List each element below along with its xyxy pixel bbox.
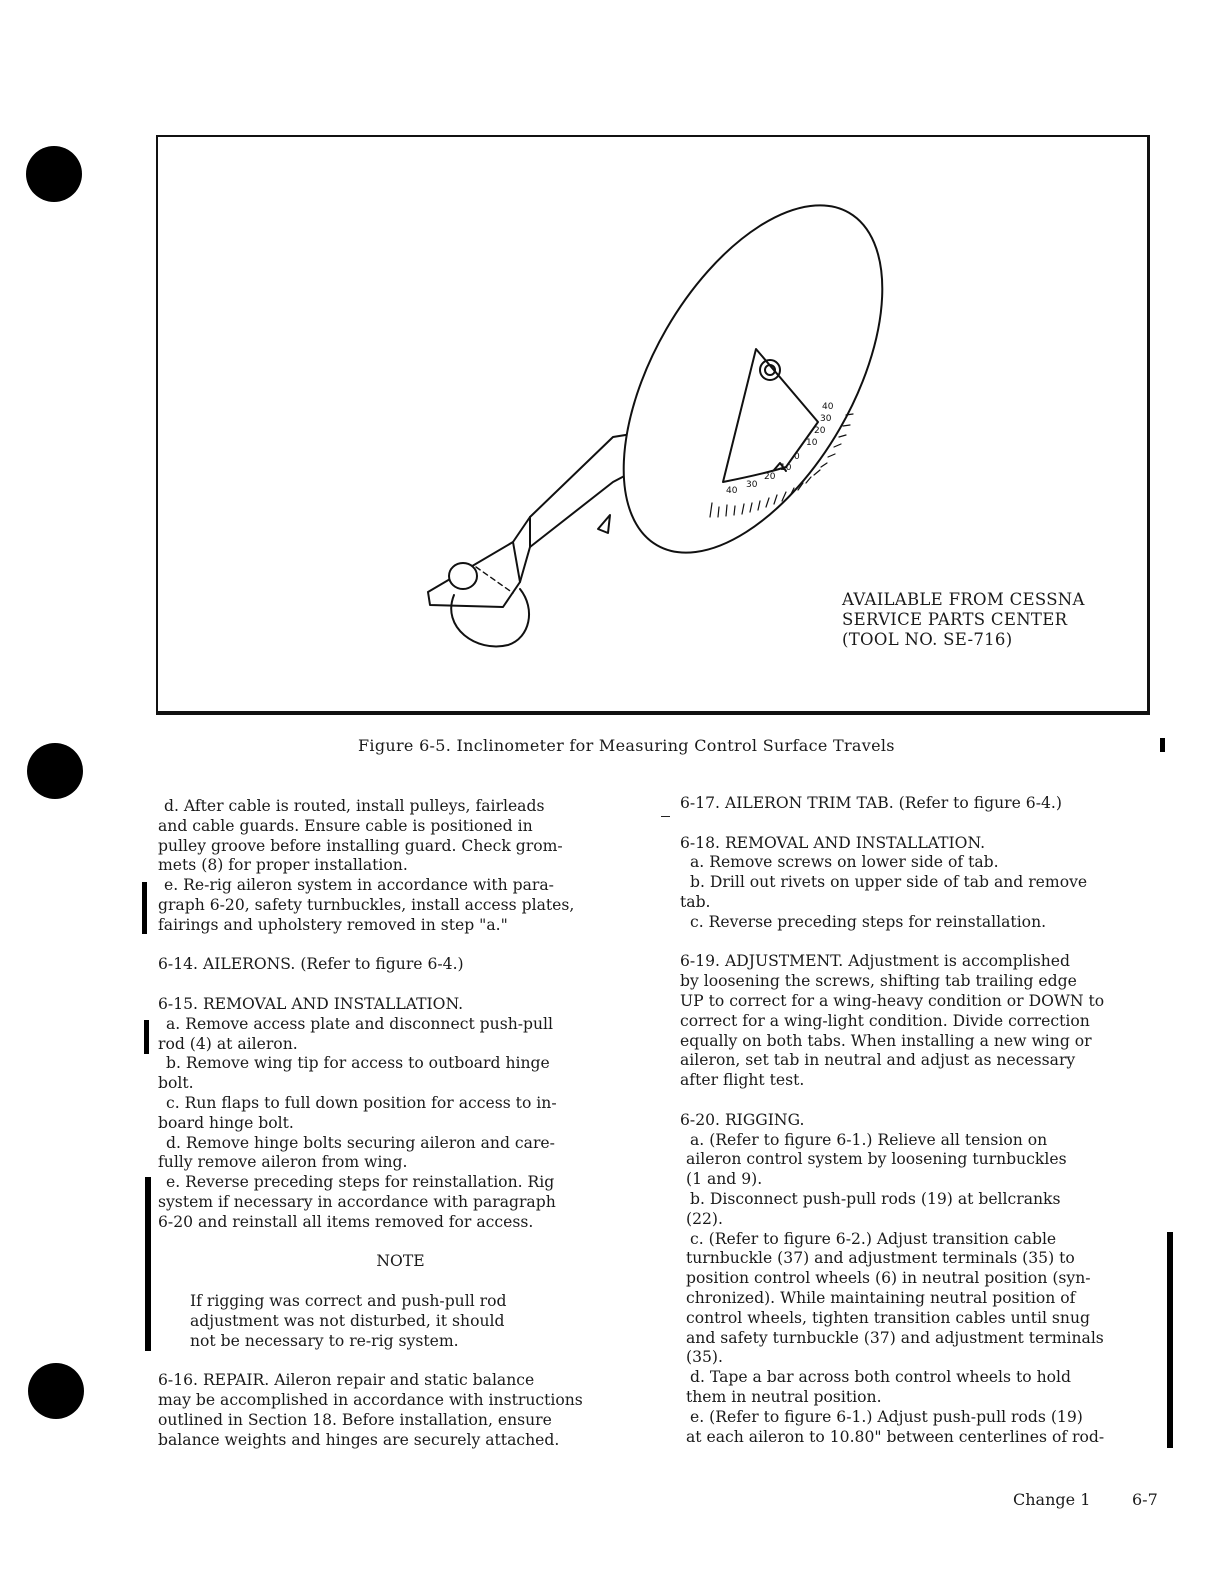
text-line: a. Remove screws on lower side of tab. <box>690 853 999 872</box>
section-heading: 6-14. AILERONS. (Refer to figure 6-4.) <box>158 955 464 974</box>
text-line: d. Tape a bar across both control wheels to hold <box>690 1368 1071 1387</box>
text-line: d. After cable is routed, install pulleys, fairleads <box>164 797 545 815</box>
change-bar <box>144 1020 149 1054</box>
availability-line: (TOOL NO. SE-716) <box>842 630 1013 649</box>
text-line: and safety turnbuckle (37) and adjustment terminals <box>686 1328 1104 1347</box>
text-line: outlined in Section 18. Before installation, ensure <box>158 1410 552 1429</box>
text-line: e. (Refer to figure 6-1.) Adjust push-pull rods (19) <box>690 1407 1083 1426</box>
availability-line: AVAILABLE FROM CESSNA <box>842 590 1085 609</box>
text-line: control wheels, tighten transition cables until snug <box>686 1308 1090 1327</box>
note-title: NOTE <box>376 1252 425 1271</box>
protractor-disc <box>570 163 935 596</box>
section-heading: 6-17. AILERON TRIM TAB. (Refer to figure 6-4.) <box>680 794 1062 812</box>
text-line: mets (8) for proper installation. <box>158 856 408 875</box>
knob <box>449 563 477 589</box>
text-line: equally on both tabs. When installing a new wing or <box>680 1031 1092 1050</box>
section-heading: 6-18. REMOVAL AND INSTALLATION. <box>680 833 986 852</box>
note-line: not be necessary to re-rig system. <box>190 1331 459 1350</box>
change-bar <box>142 882 147 934</box>
text-line: b. Remove wing tip for access to outboard hinge <box>166 1054 550 1073</box>
text-line: c. Reverse preceding steps for reinstallation. <box>690 912 1047 931</box>
text-line: aileron, set tab in neutral and adjust as necessary <box>680 1051 1076 1070</box>
text-line: e. Reverse preceding steps for reinstallation. Rig <box>166 1173 555 1192</box>
punch-hole-top <box>26 146 82 202</box>
availability-note <box>842 590 1085 650</box>
text-line: board hinge bolt. <box>158 1113 294 1132</box>
text-line: c. (Refer to figure 6-2.) Adjust transition cable <box>690 1229 1057 1248</box>
text-line: (35). <box>686 1348 723 1367</box>
text-line: (1 and 9). <box>686 1170 763 1189</box>
text-line: may be accomplished in accordance with instructions <box>158 1390 583 1409</box>
scale-mark: 30 <box>746 480 758 490</box>
scale-mark: 30 <box>820 414 832 424</box>
section-heading: 6-19. ADJUSTMENT. Adjustment is accomplished <box>680 952 1070 971</box>
availability-line: SERVICE PARTS CENTER <box>842 610 1068 629</box>
change-number: Change 1 <box>1013 1490 1091 1509</box>
page-number: 6-7 <box>1132 1490 1158 1509</box>
text-line: balance weights and hinges are securely attached. <box>158 1430 560 1449</box>
text-line: rod (4) at aileron. <box>158 1034 298 1053</box>
text-line: b. Disconnect push-pull rods (19) at bellcranks <box>690 1189 1061 1208</box>
note-line: If rigging was correct and push-pull rod <box>190 1291 507 1310</box>
text-line: bolt. <box>158 1074 194 1093</box>
text-line: them in neutral position. <box>686 1387 882 1406</box>
figure-caption: Figure 6-5. Inclinometer for Measuring Control Surface Travels <box>358 736 895 755</box>
text-line: fully remove aileron from wing. <box>158 1153 408 1172</box>
text-line: correct for a wing-light condition. Divide correction <box>680 1011 1090 1030</box>
right-column <box>680 794 1165 1447</box>
text-line: UP to correct for a wing-heavy condition or DOWN to <box>680 991 1105 1010</box>
text-line: 6-20 and reinstall all items removed for access. <box>158 1212 534 1231</box>
text-line: a. Remove access plate and disconnect push-pull <box>166 1014 554 1033</box>
punch-hole-middle <box>27 743 83 799</box>
change-bar <box>1160 738 1165 752</box>
margin-mark <box>661 816 670 817</box>
punch-hole-bottom <box>28 1363 84 1419</box>
text-line: c. Run flaps to full down position for access to in- <box>166 1093 557 1112</box>
text-line: b. Drill out rivets on upper side of tab and remove <box>690 873 1088 892</box>
scale-mark: 20 <box>764 472 776 482</box>
text-line: aileron control system by loosening turnbuckles <box>686 1150 1067 1169</box>
scale-mark: 0 <box>794 452 800 462</box>
scale-mark: 10 <box>806 438 818 448</box>
scale-mark: 40 <box>822 402 834 412</box>
text-line: graph 6-20, safety turnbuckles, install access plates, <box>158 895 575 914</box>
text-line: chronized). While maintaining neutral position of <box>686 1288 1076 1307</box>
text-line: and cable guards. Ensure cable is positioned in <box>158 816 533 835</box>
text-line: by loosening the screws, shifting tab trailing edge <box>680 972 1077 991</box>
text-line: system if necessary in accordance with paragraph <box>158 1192 556 1211</box>
scale-mark: 40 <box>726 486 738 496</box>
left-column <box>158 797 643 1450</box>
text-line: after flight test. <box>680 1071 805 1090</box>
change-bar <box>1167 1232 1173 1448</box>
scale-mark: 10 <box>780 463 792 473</box>
text-line: d. Remove hinge bolts securing aileron and care- <box>166 1133 555 1152</box>
text-line: e. Re-rig aileron system in accordance with para- <box>164 876 554 895</box>
section-heading: 6-20. RIGGING. <box>680 1110 805 1129</box>
section-heading: 6-16. REPAIR. Aileron repair and static balance <box>158 1371 535 1390</box>
text-line: at each aileron to 10.80" between centerlines of rod- <box>686 1427 1105 1446</box>
text-line: position control wheels (6) in neutral position (syn- <box>686 1269 1091 1288</box>
text-line: (22). <box>686 1209 723 1228</box>
section-heading: 6-15. REMOVAL AND INSTALLATION. <box>158 994 464 1013</box>
base-wheel <box>451 589 529 646</box>
change-bar <box>145 1177 151 1351</box>
note-line: adjustment was not disturbed, it should <box>190 1311 505 1330</box>
text-line: fairings and upholstery removed in step "a." <box>158 915 508 934</box>
text-line: tab. <box>680 892 711 911</box>
scale-mark: 20 <box>814 426 826 436</box>
text-line: turnbuckle (37) and adjustment terminals (35) to <box>686 1249 1075 1268</box>
figure-frame <box>156 135 1150 715</box>
text-line: a. (Refer to figure 6-1.) Relieve all tension on <box>690 1130 1048 1149</box>
text-line: pulley groove before installing guard. Check grom- <box>158 836 563 855</box>
